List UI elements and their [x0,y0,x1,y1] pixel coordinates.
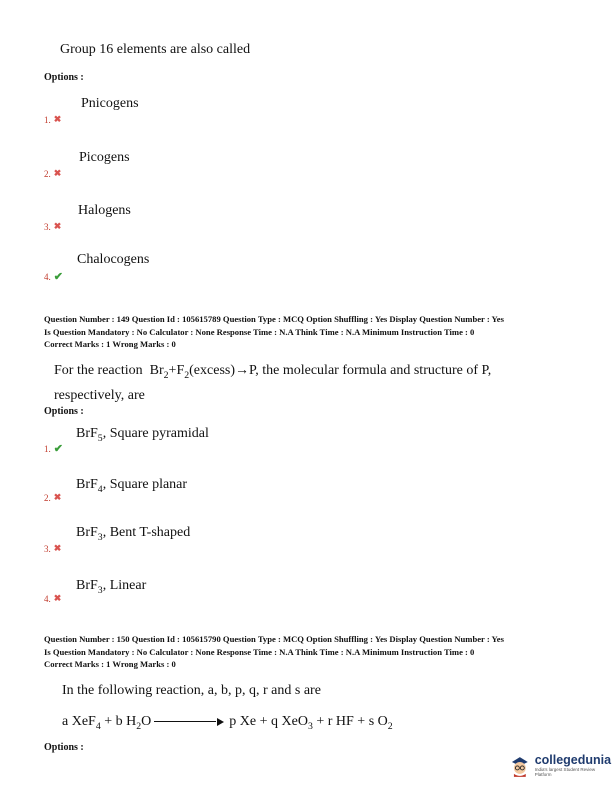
mascot-icon [509,753,531,777]
option-number: 2. ✖ [44,492,62,503]
cross-icon: ✖ [53,114,62,124]
reaction-equation: a XeF$_4$ + b $H_2O$ p Xe + q XeO$_3$ + r HF + s $O_2$ [62,714,393,732]
option-text: BrF$_4$, Square planar [76,477,188,495]
option-text: Picogens [79,150,130,165]
option-number: 3. ✖ [44,543,62,554]
options-label: Options : [44,406,84,417]
option-text: BrF$_3$, Linear [76,578,147,596]
options-label: Options : [44,742,84,753]
reaction-equation: $Br_2+F_2(excess)\to P$ [149,363,256,381]
question-text: For the reaction $Br_2+F_2(excess)\to P$, the molecular formula and structure of P, respectively, are [54,363,492,403]
arrow-head-icon [217,718,224,726]
cross-icon: ✖ [53,492,62,502]
cross-icon: ✖ [53,168,62,178]
option-number: 3. ✖ [44,221,62,232]
check-icon: ✔ [53,443,63,455]
options-label: Options : [44,72,84,83]
question-text: Group 16 elements are also called [60,42,251,57]
collegedunia-logo: collegedunia India's largest Student Review Platform [509,753,612,777]
check-icon: ✔ [53,271,63,283]
option-text: BrF$_5$, Square pyramidal [76,426,209,444]
option-number: 1. ✔ [44,443,63,455]
cross-icon: ✖ [53,543,62,553]
option-text: BrF$_3$, Bent T-shaped [76,525,191,543]
question-meta: Question Number : 150 Question Id : 105615790 Question Type : MCQ Option Shuffling : Yes Display Question Number : Yes Is Question Mandatory : No Calculator : None Response Time : N.A Think Time : N.A Minimum Instruction Time : 0 Correct Marks : 1 Wrong Marks : 0 [44,634,504,669]
reaction-arrow [154,721,216,722]
option-number: 2. ✖ [44,168,62,179]
cross-icon: ✖ [53,593,62,603]
cross-icon: ✖ [53,221,62,231]
option-number: 1. ✖ [44,114,62,125]
question-text: In the following reaction, a, b, p, q, r and s are [62,683,321,698]
question-meta: Question Number : 149 Question Id : 105615789 Question Type : MCQ Option Shuffling : Yes Display Question Number : Yes Is Question Mandatory : No Calculator : None Response Time : N.A Think Time : N.A Minimum Instruction Time : 0 Correct Marks : 1 Wrong Marks : 0 [44,314,504,349]
option-text: Halogens [78,203,131,218]
option-number: 4. ✖ [44,593,62,604]
option-number: 4. ✔ [44,271,63,283]
option-text: Pnicogens [81,96,139,111]
option-text: Chalocogens [77,252,150,267]
